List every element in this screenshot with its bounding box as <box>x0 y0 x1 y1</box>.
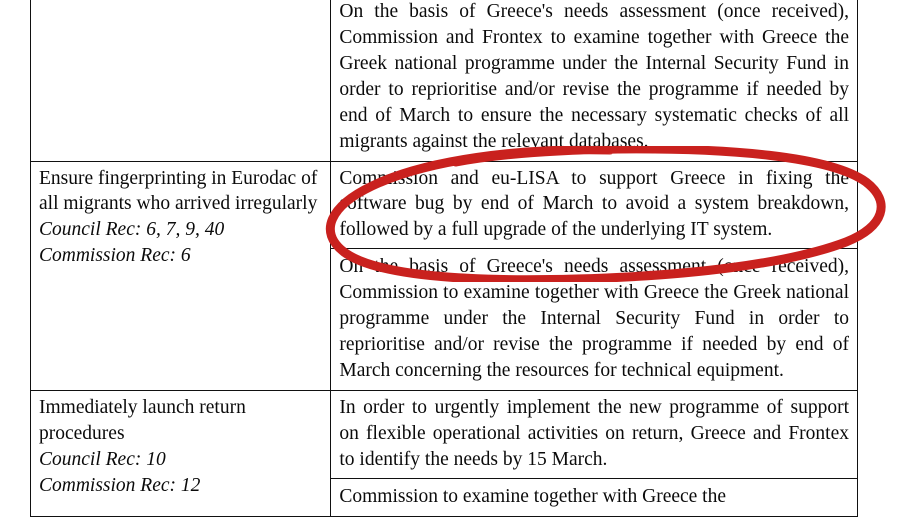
row-1-action-text: On the basis of Greece's needs assessment (once received), Commission and Frontex to examine together with Greece the Greek national programme under the Internal Security Fund in order to reprioritise and/or revise the programme if needed by end of March to ensure the necessary systematic checks of all migrants against the relevant databases. <box>339 1 849 152</box>
table-row <box>31 0 858 161</box>
row-3-council-rec: Council Rec: 10 <box>39 448 166 470</box>
row-2-commission-rec: Commission Rec: 6 <box>39 245 191 267</box>
row-3-action-text-2: Commission to examine together with Greece the <box>331 478 857 510</box>
recommendations-table <box>30 0 858 517</box>
table-row <box>31 390 858 516</box>
row-2-objective-title: Ensure fingerprinting in Eurodac of all migrants who arrived irregularly <box>39 167 318 215</box>
row-2-right-cell <box>331 161 858 390</box>
table-row <box>31 161 858 390</box>
row-3-action-text-1: In order to urgently implement the new programme of support on flexible operational activities on return, Greece and Frontex to identify the needs by 15 March. <box>339 396 849 470</box>
row-3-commission-rec: Commission Rec: 12 <box>39 474 201 496</box>
row-2-left-cell <box>31 161 331 390</box>
row-2-council-rec: Council Rec: 6, 7, 9, 40 <box>39 219 225 241</box>
row-1-right-cell <box>331 0 858 161</box>
row-3-left-cell <box>31 390 331 516</box>
row-3-right-cell <box>331 390 858 516</box>
row-2-action-text-2: On the basis of Greece's needs assessment (once received), Commission to examine together with Greece the Greek national programme under the Internal Security Fund in order to reprioritise and/or revise the programme if needed by end of March concerning the resources for technical equipment. <box>331 248 857 384</box>
row-2-action-text-1: Commission and eu-LISA to support Greece in fixing the software bug by end of March to avoid a system breakdown, followed by a full upgrade of the underlying IT system. <box>339 167 849 241</box>
row-1-left-cell <box>31 0 331 161</box>
row-3-objective-title: Immediately launch return procedures <box>39 396 246 444</box>
